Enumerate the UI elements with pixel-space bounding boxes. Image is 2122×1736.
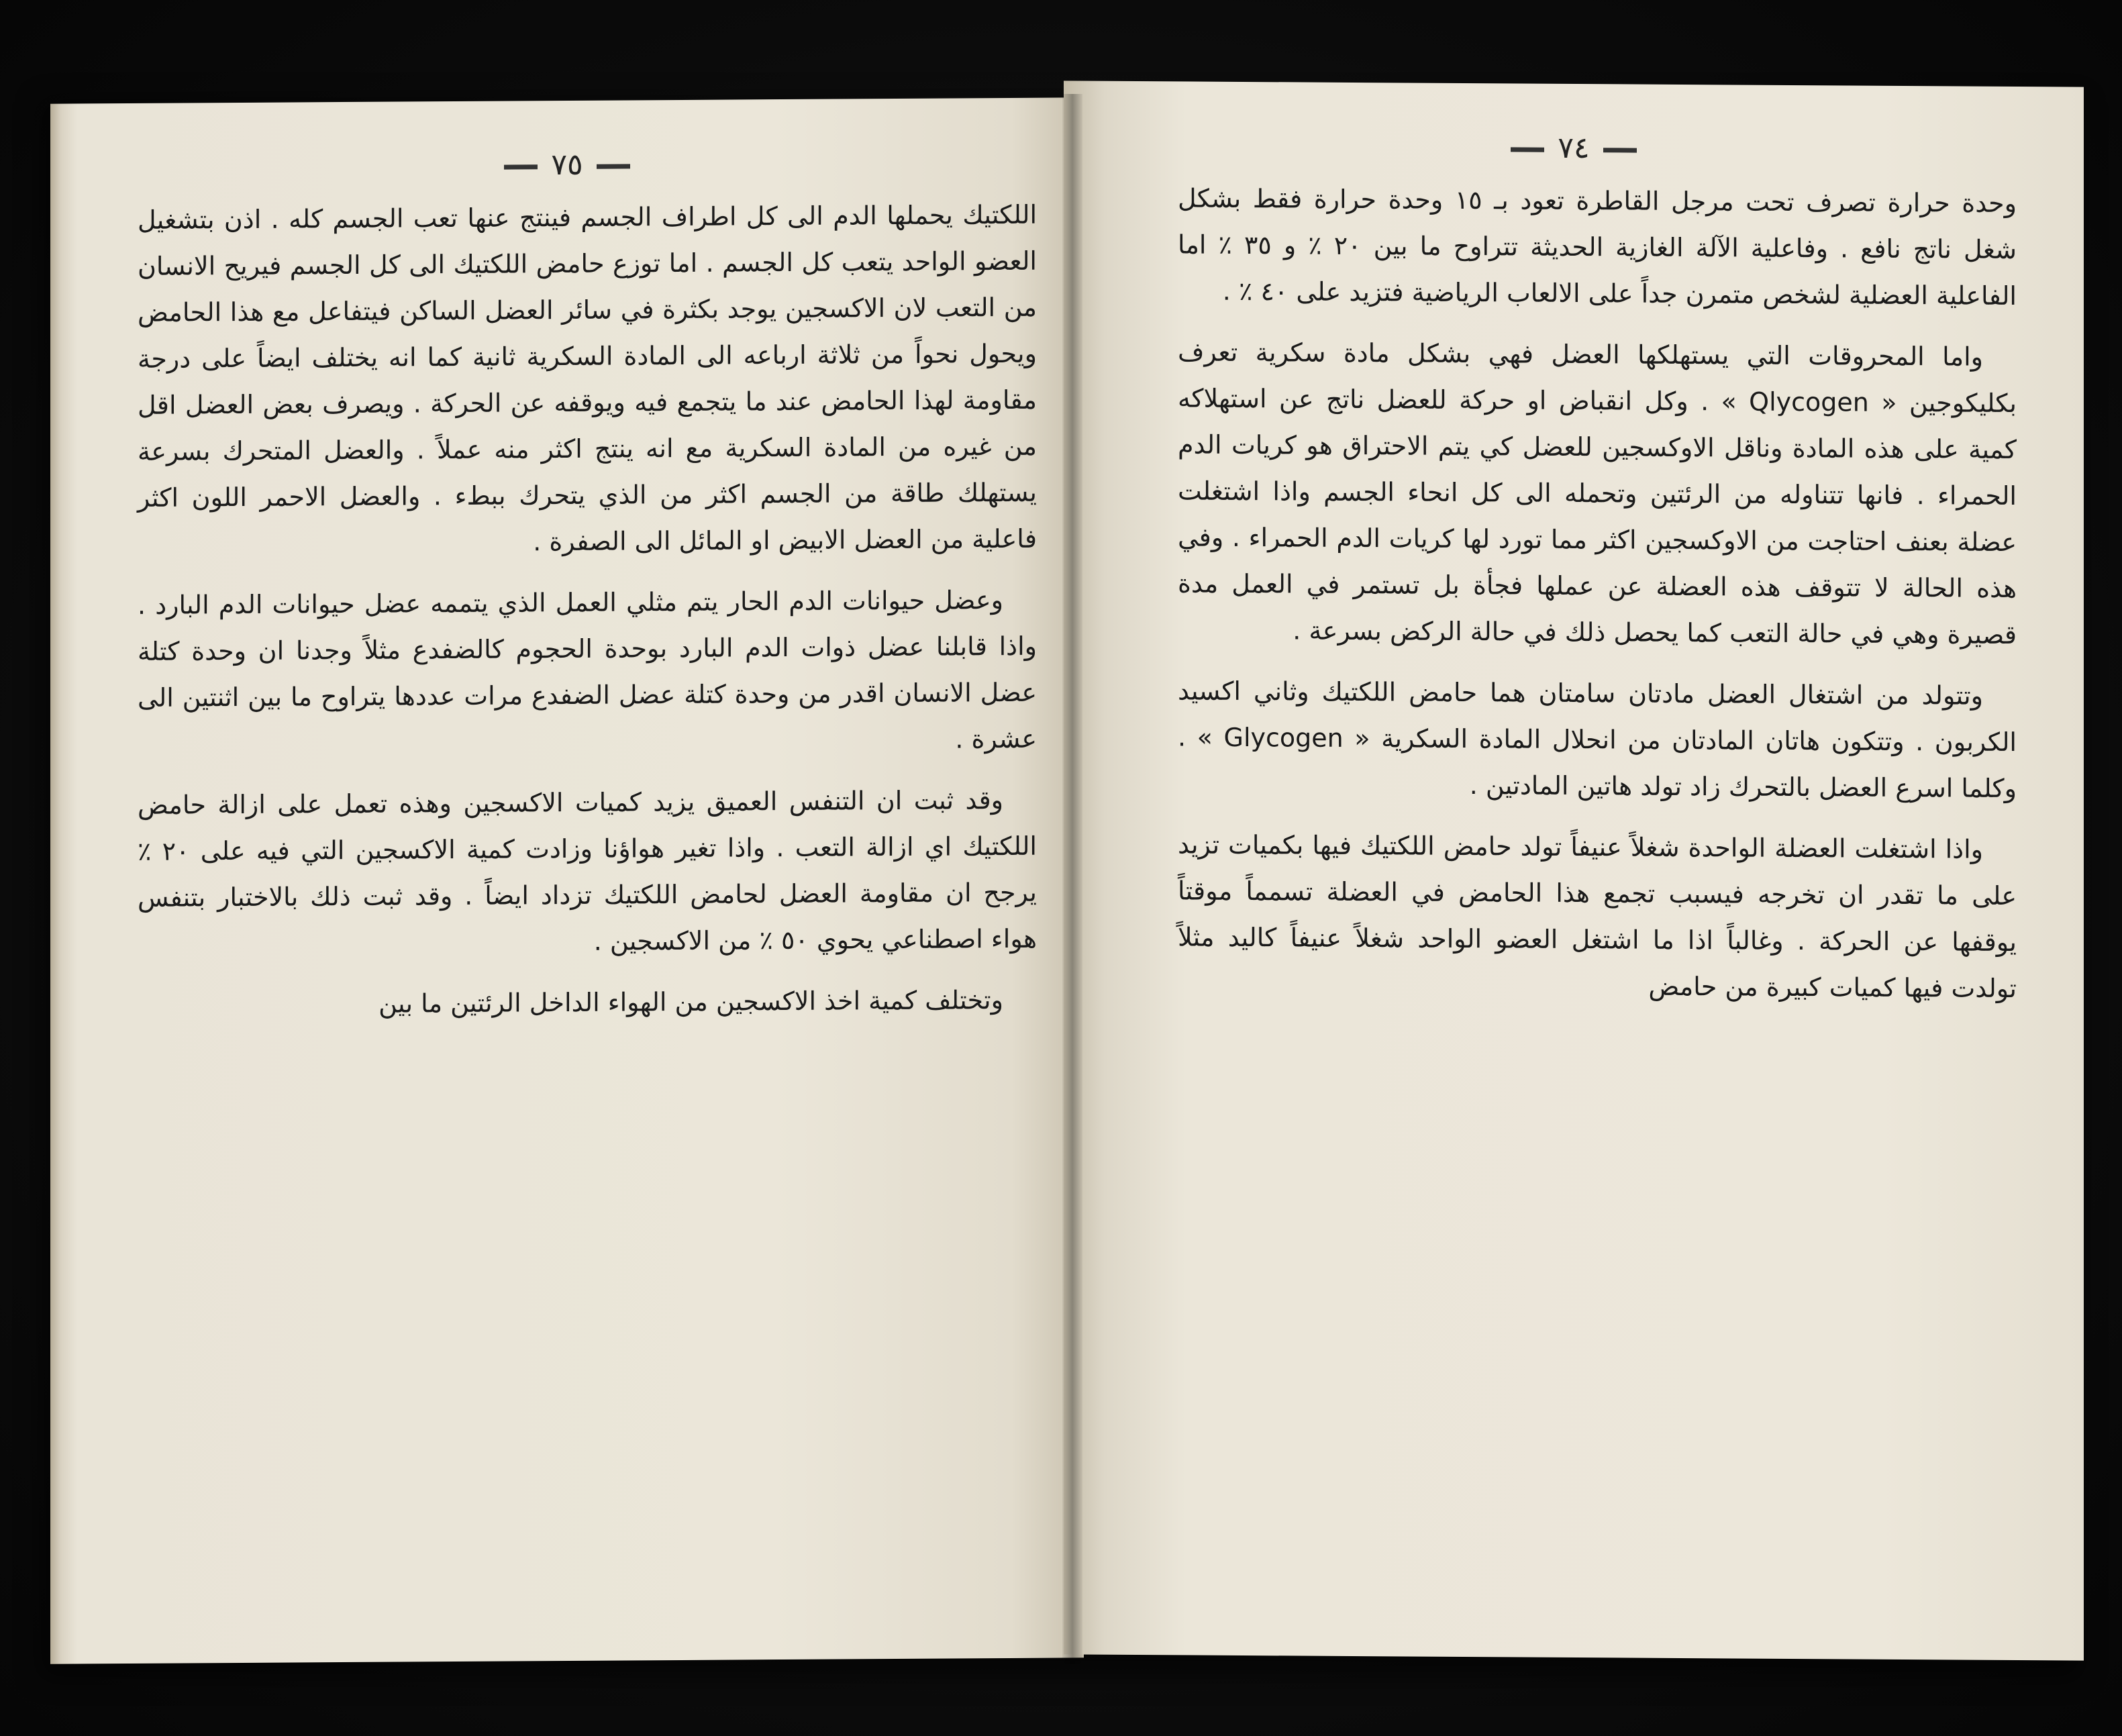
right-page-number-text: ٧٤ (1558, 130, 1590, 166)
paragraph: وعضل حيوانات الدم الحار يتم مثلي العمل الذي يتممه عضل حيوانات الدم البارد . واذا قابلنا عضل ذوات الدم البارد بوحدة الحجوم كالضفدع مثلاً وجدنا ان وحدة كتلة عضل الانسان اقدر من وحدة كتلة عضل الضفدع مرات عددها يتراوح ما بين اثنتين الى عشرة . (138, 585, 1037, 754)
paragraph: وتختلف كمية اخذ الاكسجين من الهواء الداخل الرئتين ما بين (378, 985, 1003, 1019)
book-gutter (1062, 94, 1082, 1664)
right-page-body (1178, 175, 2017, 1027)
paragraph: واذا اشتغلت العضلة الواحدة شغلاً عنيفاً تولد حامض اللكتيك فيها بكميات تزيد على ما تقدر ان تخرجه فيسبب تجمع هذا الحامض في العضلة تسمماً موقتاً يوقفها عن الحركة . وغالباً اذا ما اشتغل العضو الواحد شغلاً عنيفاً كاليد مثلاً تولدت فيها كميات كبيرة من حامض (1178, 829, 2017, 1004)
left-page (50, 97, 1084, 1664)
left-page-number (50, 144, 1084, 185)
paragraph: وحدة حرارة تصرف تحت مرجل القاطرة تعود بـ ١٥ وحدة حرارة فقط بشكل شغل ناتج نافع . وفاعلية الآلة الغازية الحديثة تتراوح ما بين ٢٠ ٪ و ٣٥ ٪ اما الفاعلية العضلية لشخص متمرن جداً على الالعاب الرياضية فتزيد على ٤٠ ٪ . (1178, 183, 2017, 311)
paragraph: وقد ثبت ان التنفس العميق يزيد كميات الاكسجين وهذه تعمل على ازالة حامض اللكتيك اي ازالة التعب . واذا تغير هواؤنا وزادت كمية الاكسجين التي فيه على ٢٠ ٪ يرجح ان مقاومة العضل لحامض اللكتيك تزداد ايضاً . وقد ثبت ذلك بالاختبار بتنفس هواء اصطناعي يحوي ٥٠ ٪ من الاكسجين . (138, 785, 1037, 956)
left-page-body (138, 192, 1037, 1043)
paragraph: وتتولد من اشتغال العضل مادتان سامتان هما حامض اللكتيك وثاني اكسيد الكربون . وتتكون هاتان المادتان من انحلال المادة السكرية « Glycogen » . وكلما اسرع العضل بالتحرك زاد تولد هاتين المادتين . (1178, 676, 2017, 804)
right-page (1064, 81, 2084, 1660)
paragraph: اللكتيك يحملها الدم الى كل اطراف الجسم فينتج عنها تعب الجسم كله . اذن بتشغيل العضو الواحد يتعب كل الجسم . اما توزع حامض اللكتيك الى كل الجسم فيريح الانسان من التعب لان الاكسجين يوجد بكثرة في سائر العضل الساكن فيتفاعل مع هذا الحامض ويحول نحواً من ثلاثة ارباعه الى المادة السكرية ثانية كما انه يختلف ايضاً على درجة مقاومة لهذا الحامض عند ما يتجمع فيه ويوقفه عن الحركة . ويصرف بعض العضل اقل من غيره من المادة السكرية مع انه ينتج اكثر منه عملاً . والعضل المتحرك بسرعة يستهلك طاقة من الجسم اكثر من الذي يتحرك ببطء . والعضل الاحمر اللون اكثر فاعلية من العضل الابيض او المائل الى الصفرة . (138, 199, 1037, 557)
right-page-number (1064, 127, 2084, 168)
left-page-number-text: ٧٥ (551, 147, 583, 183)
dash-decoration (597, 164, 630, 168)
paragraph: واما المحروقات التي يستهلكها العضل فهي بشكل مادة سكرية تعرف بكليكوجين « Qlycogen » . وكل انقباض او حركة للعضل ناتج عن استهلاكه كمية على هذه المادة وناقل الاوكسجين للعضل كي يتم الاحتراق هو كريات الدم الحمراء . فانها تتناوله من الرئتين وتحمله الى كل انحاء الجسم واذا اشتغلت عضلة بعنف احتاجت من الاوكسجين اكثر مما تورد لها كريات الدم الحمراء . وفي هذه الحالة لا تتوقف هذه العضلة عن عملها فجأة بل تستمر في العمل مدة قصيرة وهي في حالة التعب كما يحصل ذلك في حالة الركض بسرعة . (1178, 337, 2017, 650)
dash-decoration (1511, 147, 1544, 152)
dash-decoration (504, 164, 538, 169)
dash-decoration (1603, 148, 1637, 152)
